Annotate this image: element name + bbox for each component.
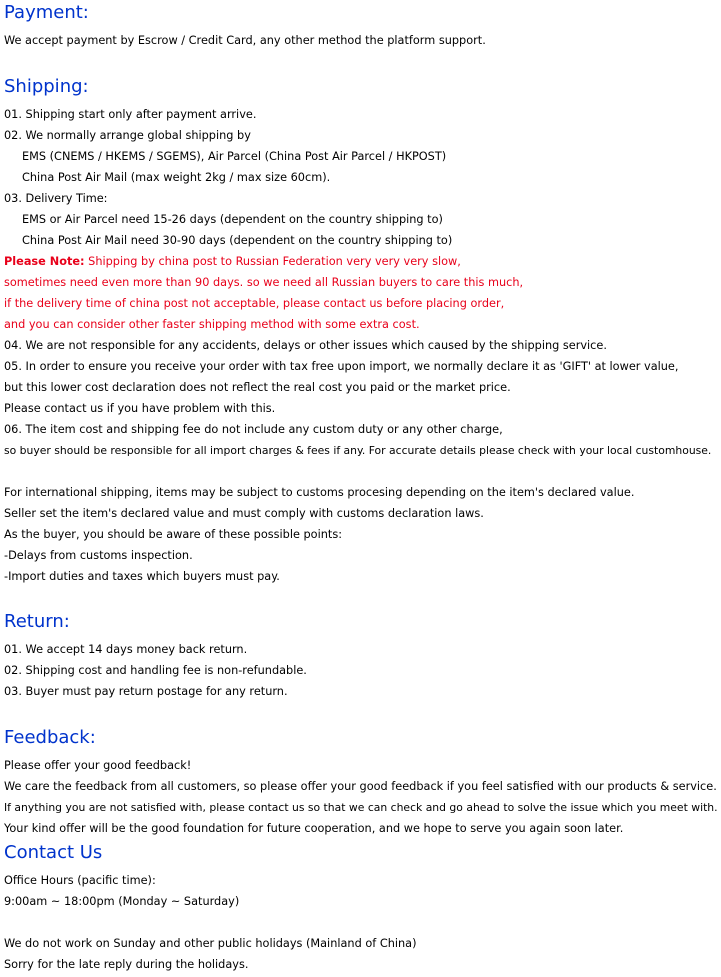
contact-line: 9:00am ~ 18:00pm (Monday ~ Saturday) xyxy=(4,895,240,908)
shipping-line: China Post Air Mail (max weight 2kg / max size 60cm). xyxy=(22,171,331,184)
payment-text: We accept payment by Escrow / Credit Card, any other method the platform support. xyxy=(4,34,486,47)
shipping-line: 02. We normally arrange global shipping by xyxy=(4,129,251,142)
feedback-line: We care the feedback from all customers, so please offer your good feedback if you feel satisfied with our products & service. xyxy=(4,780,717,793)
shipping-line: Seller set the item's declared value and must comply with customs declaration laws. xyxy=(4,507,484,520)
shipping-line: EMS (CNEMS / HKEMS / SGEMS), Air Parcel (China Post Air Parcel / HKPOST) xyxy=(22,150,447,163)
shipping-line: EMS or Air Parcel need 15-26 days (dependent on the country shipping to) xyxy=(22,213,443,226)
shipping-note xyxy=(4,255,461,269)
return-line: 03. Buyer must pay return postage for any return. xyxy=(4,685,288,698)
shipping-note: sometimes need even more than 90 days. so we need all Russian buyers to care this much, xyxy=(4,276,524,289)
shipping-line: 03. Delivery Time: xyxy=(4,192,108,205)
return-line: 01. We accept 14 days money back return. xyxy=(4,643,248,656)
shipping-note: and you can consider other faster shipping method with some extra cost. xyxy=(4,318,420,331)
shipping-heading: Shipping: xyxy=(4,76,89,97)
contact-line: Office Hours (pacific time): xyxy=(4,874,156,887)
shipping-line: 01. Shipping start only after payment arrive. xyxy=(4,108,257,121)
shipping-line: so buyer should be responsible for all import charges & fees if any. For accurate details please check with your local customhouse. xyxy=(4,444,712,457)
shipping-line: China Post Air Mail need 30-90 days (dependent on the country shipping to) xyxy=(22,234,453,247)
contact-line: Sorry for the late reply during the holidays. xyxy=(4,958,249,971)
return-line: 02. Shipping cost and handling fee is non-refundable. xyxy=(4,664,307,677)
note-text: Shipping by china post to Russian Federation very very very slow, xyxy=(84,255,461,268)
shipping-note: if the delivery time of china post not acceptable, please contact us before placing order, xyxy=(4,297,505,310)
shipping-line: -Import duties and taxes which buyers must pay. xyxy=(4,570,280,583)
feedback-line: Please offer your good feedback! xyxy=(4,759,192,772)
feedback-line: Your kind offer will be the good foundation for future cooperation, and we hope to serve you again soon later. xyxy=(4,822,624,835)
shipping-line: 06. The item cost and shipping fee do not include any custom duty or any other charge, xyxy=(4,423,503,436)
shipping-line: For international shipping, items may be subject to customs procesing depending on the item's declared value. xyxy=(4,486,635,499)
shipping-line: 04. We are not responsible for any accidents, delays or other issues which caused by the shipping service. xyxy=(4,339,607,352)
contact-line: We do not work on Sunday and other public holidays (Mainland of China) xyxy=(4,937,417,950)
shipping-line: Please contact us if you have problem with this. xyxy=(4,402,276,415)
feedback-line: If anything you are not satisfied with, please contact us so that we can check and go ahead to solve the issue which you meet with. xyxy=(4,801,718,814)
return-heading: Return: xyxy=(4,611,70,632)
note-label: Please Note: xyxy=(4,255,85,268)
payment-heading: Payment: xyxy=(4,2,89,23)
shipping-line: -Delays from customs inspection. xyxy=(4,549,193,562)
contact-heading: Contact Us xyxy=(4,842,103,863)
shipping-line: 05. In order to ensure you receive your order with tax free upon import, we normally declare it as 'GIFT' at lower value, xyxy=(4,360,679,373)
feedback-heading: Feedback: xyxy=(4,727,96,748)
shipping-line: but this lower cost declaration does not reflect the real cost you paid or the market price. xyxy=(4,381,511,394)
shipping-line: As the buyer, you should be aware of these possible points: xyxy=(4,528,343,541)
